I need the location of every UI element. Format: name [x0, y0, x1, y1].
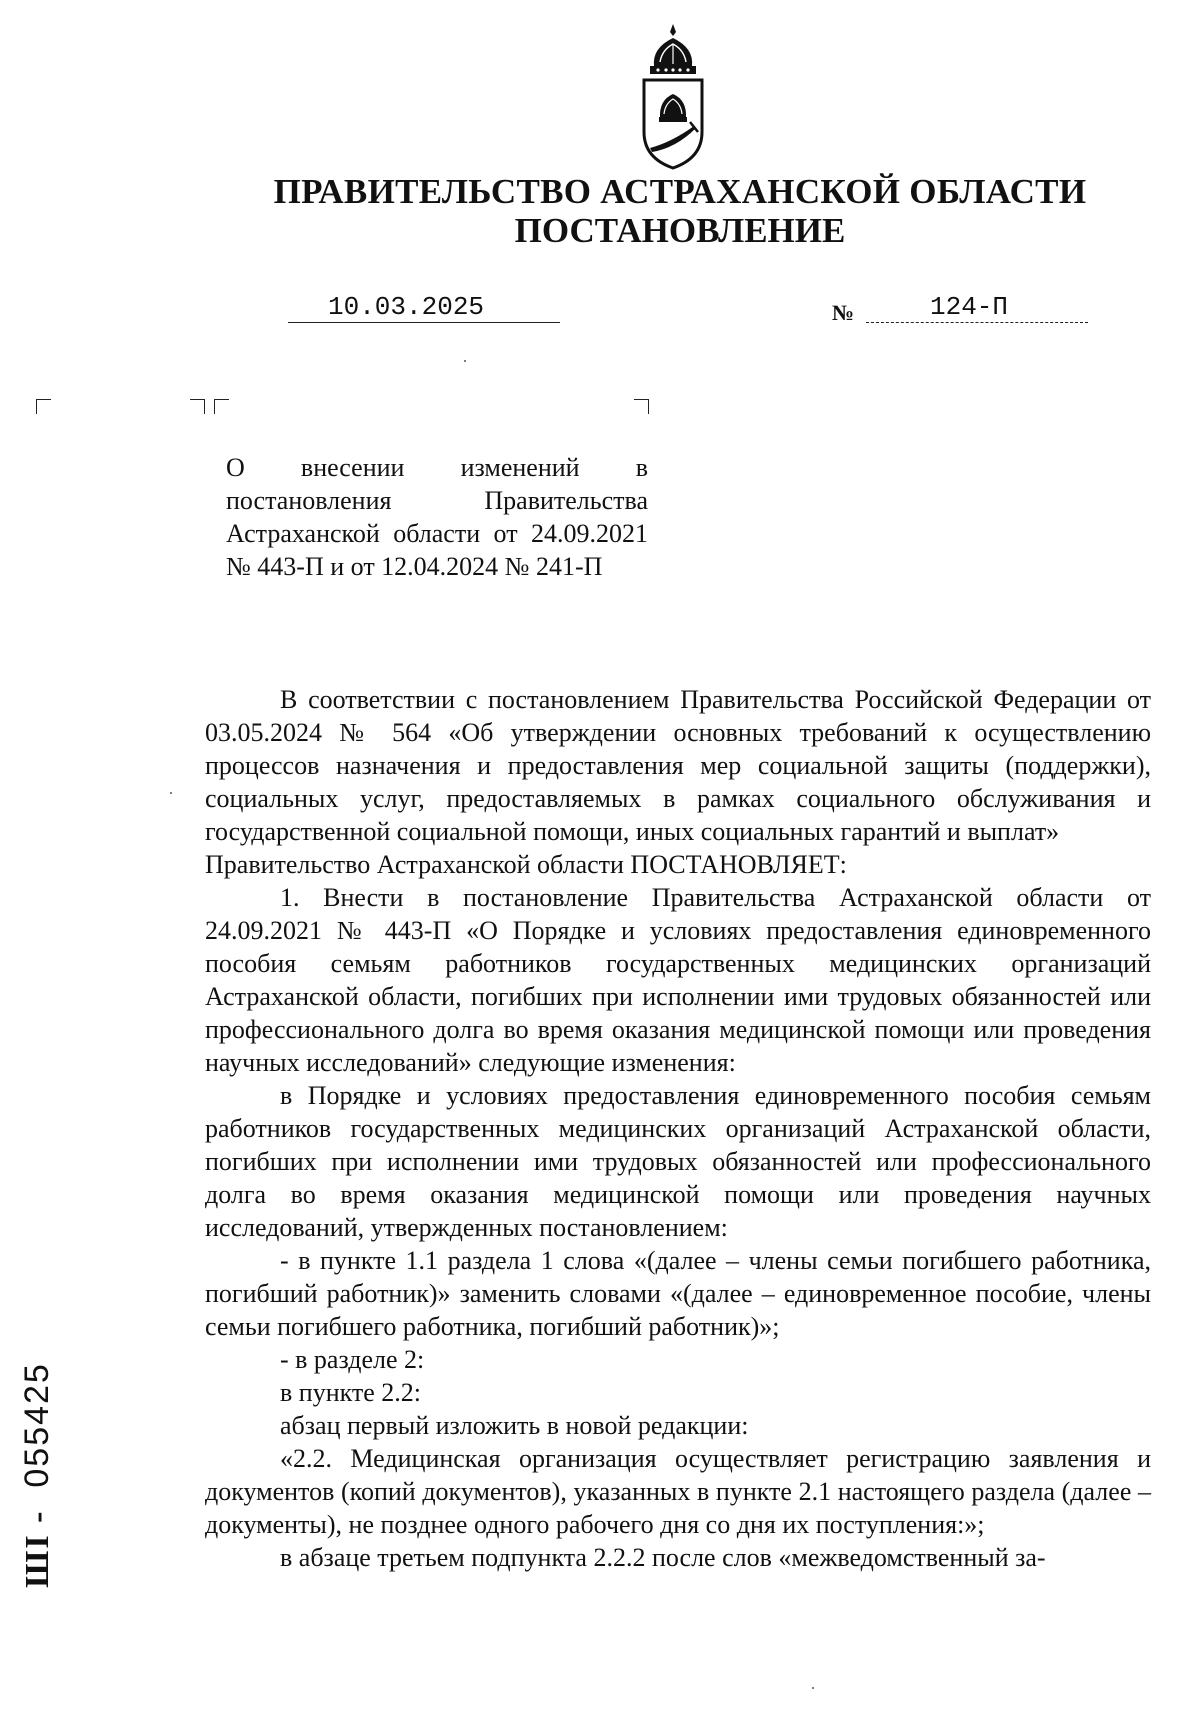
paragraph: В соответствии с постановлением Правительства Российской Федерации от 03.05.2024 № 564 «Об утверждении основных требований к осуществлению процессов назначения и предоставления мер социальной защиты (поддержки), социальных услуг, предоставляемых в рамках социального обслуживания и государственной социальной помощи, иных социальных гарантий и выплат»	[205, 685, 1151, 846]
date-field: 10.03.2025	[288, 292, 560, 323]
paragraph: - в пункте 1.1 раздела 1 слова «(далее – члены семьи погибшего работника, погибший работник)» заменить словами «(далее – единовременное пособие, члены семьи погибшего работника, погибший работник)»;	[205, 1246, 1151, 1341]
number-field: 124-П	[866, 292, 1088, 323]
serial-number: 055425	[18, 1362, 56, 1488]
coat-of-arms-emblem	[632, 22, 714, 172]
number-label: №	[832, 300, 855, 325]
corner-mark	[634, 399, 649, 414]
document-subject: О внесении изменений в постановления Правительства Астраханской области от 24.09.2021 № 443-П и от 12.04.2024 № 241-П	[226, 453, 648, 581]
government-title: ПРАВИТЕЛЬСТВО АСТРАХАНСКОЙ ОБЛАСТИ	[273, 172, 1087, 211]
paragraph: абзац первый изложить в новой редакции:	[280, 1411, 749, 1440]
paragraph: 1. Внести в постановление Правительства Астраханской области от 24.09.2021 № 443-П «О Порядке и условиях предоставления единовременного пособия семьям работников государственных медицинских организаций Астраханской области, погибших при исполнении ими трудовых обязанностей или профессионального долга во время оказания медицинской помощи или проведения научных исследований» следующие изменения:	[205, 883, 1151, 1077]
scan-speck	[464, 360, 466, 362]
paragraph: «2.2. Медицинская организация осуществляет регистрацию заявления и документов (копий документов), указанных в пункте 2.1 настоящего раздела (далее – документы), не позднее одного рабочего дня со дня их поступления:»;	[205, 1444, 1151, 1539]
corner-mark	[36, 399, 51, 414]
scan-speck	[812, 1687, 814, 1689]
serial-prefix: ШI -	[19, 1509, 56, 1588]
paragraph: Правительство Астраханской области ПОСТАНОВЛЯЕТ:	[205, 850, 847, 879]
scan-speck	[170, 792, 172, 794]
paragraph: - в разделе 2:	[280, 1345, 425, 1374]
document-body	[205, 683, 1151, 1574]
corner-mark	[190, 399, 205, 414]
paragraph: в пункте 2.2:	[280, 1378, 422, 1407]
corner-mark	[214, 399, 229, 414]
document-type: ПОСТАНОВЛЕНИЕ	[514, 211, 846, 250]
form-serial-number	[18, 1362, 57, 1588]
paragraph: в абзаце третьем подпункта 2.2.2 после слов «межведомственный за-	[280, 1543, 1046, 1572]
paragraph: в Порядке и условиях предоставления единовременного пособия семьям работников государственных медицинских организаций Астраханской области, погибших при исполнении ими трудовых обязанностей или профессионального долга во время оказания медицинской помощи или проведения научных исследований, утвержденных постановлением:	[205, 1081, 1151, 1242]
